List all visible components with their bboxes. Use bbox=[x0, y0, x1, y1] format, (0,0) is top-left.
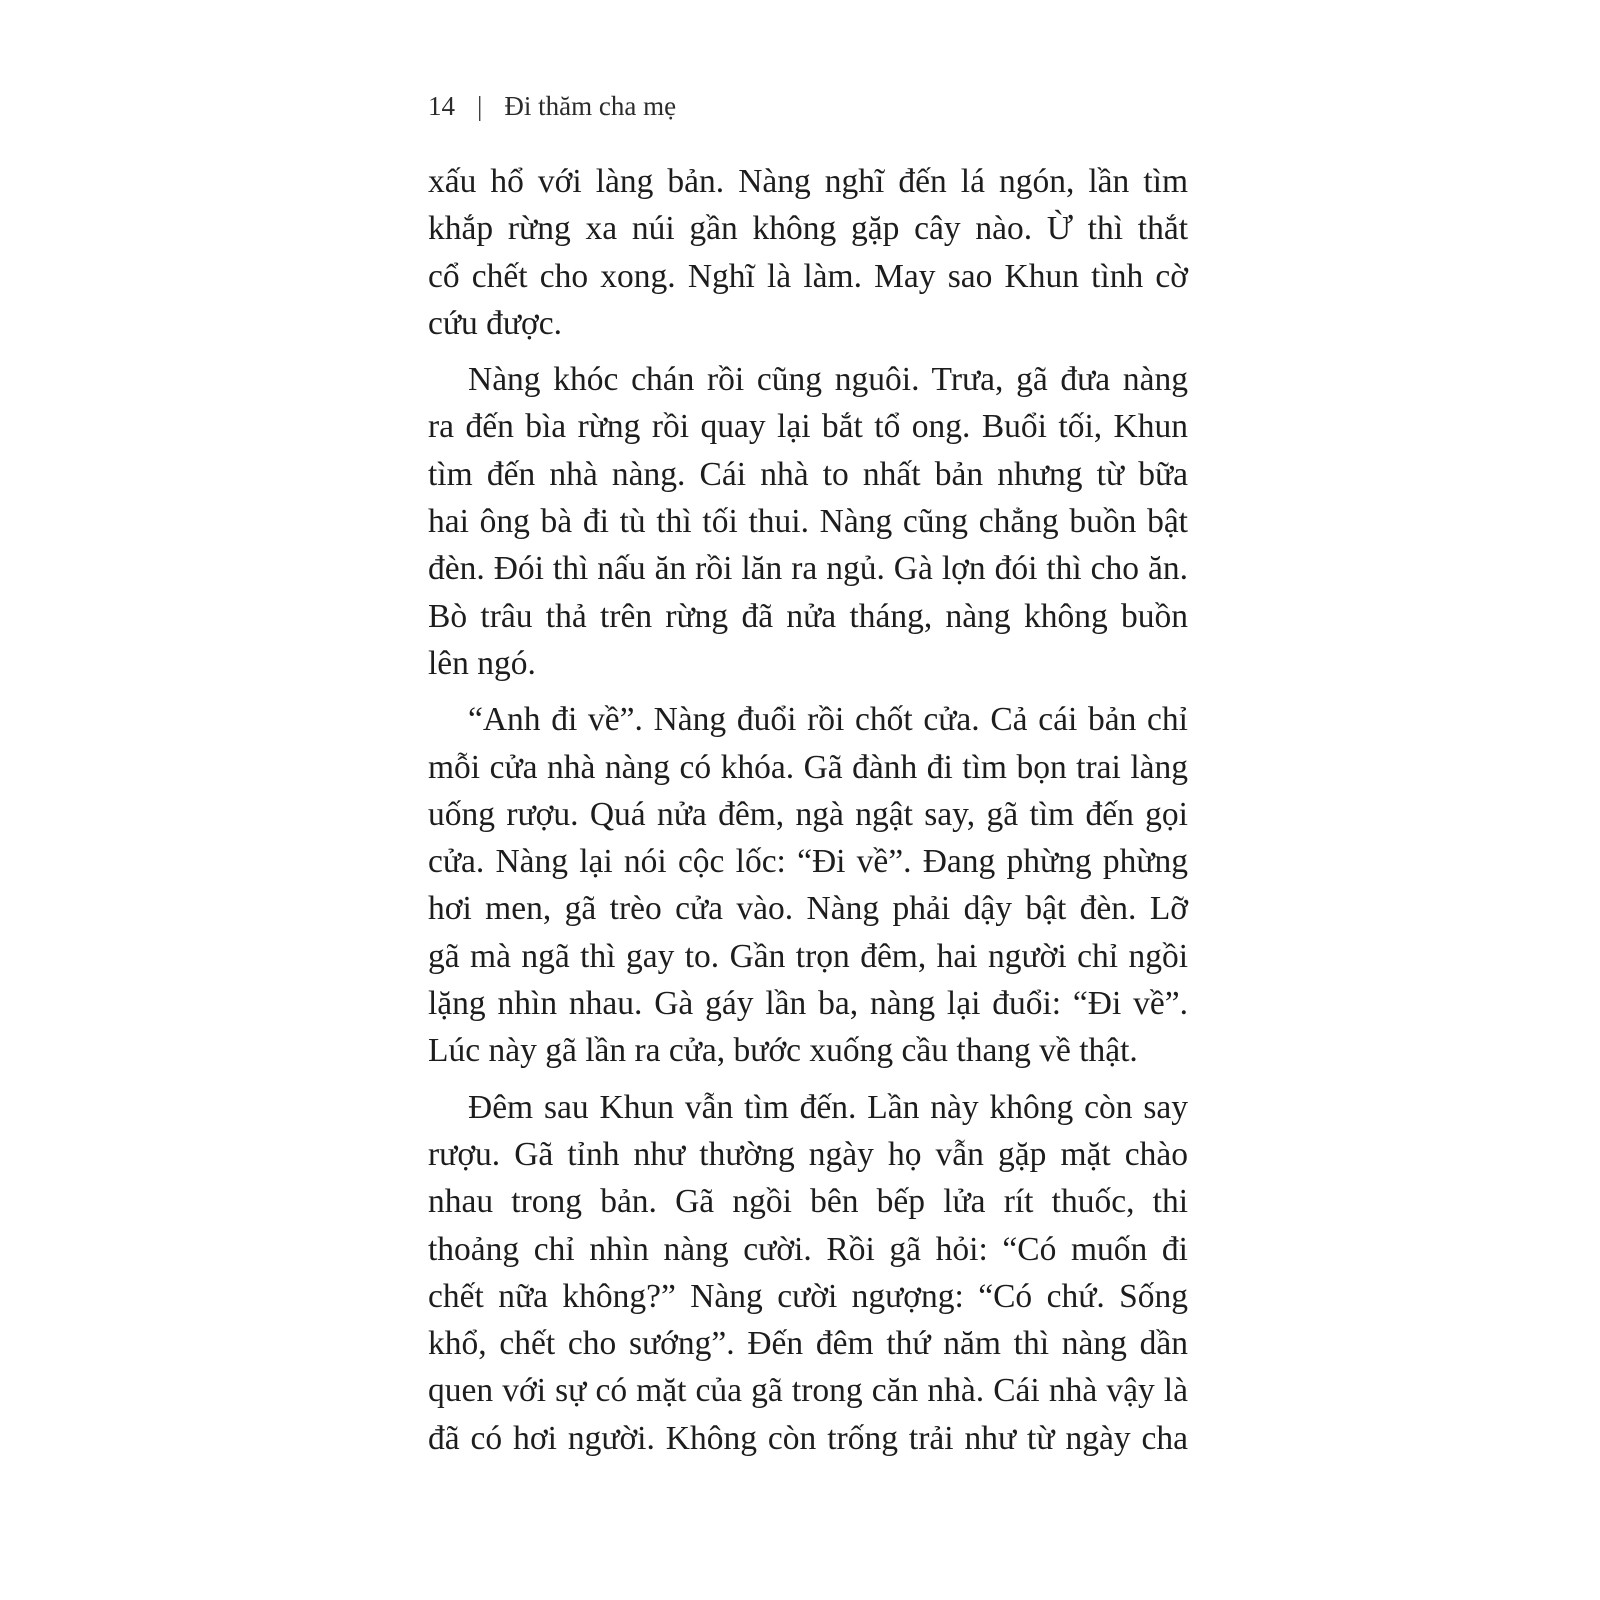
text-line: Nàng khóc chán rồi cũng nguôi. Trưa, gã đưa nàng bbox=[468, 361, 1188, 399]
chapter-title: Đi thăm cha mẹ bbox=[504, 91, 677, 121]
text-line: Lúc này gã lần ra cửa, bước xuống cầu thang về thật. bbox=[428, 1032, 1138, 1070]
text-line: Bò trâu thả trên rừng đã nửa tháng, nàng không buồn bbox=[428, 597, 1188, 635]
paragraph-4 bbox=[428, 1084, 1188, 1462]
text-line: nhau trong bản. Gã ngồi bên bếp lửa rít thuốc, thi bbox=[428, 1183, 1188, 1221]
text-line: khổ, chết cho sướng”. Đến đêm thứ năm thì nàng dần bbox=[428, 1325, 1188, 1363]
text-line: cứu được. bbox=[428, 304, 563, 342]
text-line: tìm đến nhà nàng. Cái nhà to nhất bản nhưng từ bữa bbox=[428, 455, 1188, 493]
text-line: thoảng chỉ nhìn nàng cười. Rồi gã hỏi: “Có muốn đi bbox=[428, 1230, 1188, 1268]
text-line: Đêm sau Khun vẫn tìm đến. Lần này không còn say bbox=[468, 1088, 1188, 1126]
paragraph-2 bbox=[428, 356, 1188, 687]
text-line: đã có hơi người. Không còn trống trải như từ ngày cha bbox=[428, 1419, 1188, 1457]
paragraph-1 bbox=[428, 158, 1188, 347]
paragraph-3 bbox=[428, 696, 1188, 1074]
text-line: xấu hổ với làng bản. Nàng nghĩ đến lá ngón, lần tìm bbox=[428, 163, 1188, 200]
text-line: lặng nhìn nhau. Gà gáy lần ba, nàng lại đuổi: “Đi về”. bbox=[428, 985, 1188, 1023]
text-line: mỗi cửa nhà nàng có khóa. Gã đành đi tìm bọn trai làng bbox=[428, 748, 1188, 786]
text-line: “Anh đi về”. Nàng đuổi rồi chốt cửa. Cả cái bản chỉ bbox=[468, 701, 1188, 739]
text-line: hai ông bà đi tù thì tối thui. Nàng cũng chẳng buồn bật bbox=[428, 503, 1188, 541]
page-number: 14 bbox=[428, 91, 455, 121]
text-line: quen với sự có mặt của gã trong căn nhà. Cái nhà vậy là bbox=[428, 1372, 1188, 1410]
text-line: cửa. Nàng lại nói cộc lốc: “Đi về”. Đang phừng phừng bbox=[428, 843, 1188, 881]
text-line: rượu. Gã tỉnh như thường ngày họ vẫn gặp mặt chào bbox=[428, 1135, 1188, 1173]
text-line: chết nữa không?” Nàng cười ngượng: “Có chứ. Sống bbox=[428, 1277, 1188, 1315]
text-line: đèn. Đói thì nấu ăn rồi lăn ra ngủ. Gà lợn đói thì cho ăn. bbox=[428, 550, 1188, 588]
text-line: lên ngó. bbox=[428, 644, 536, 682]
running-head bbox=[428, 86, 676, 126]
text-line: uống rượu. Quá nửa đêm, ngà ngật say, gã tìm đến gọi bbox=[428, 795, 1188, 833]
text-line: ra đến bìa rừng rồi quay lại bắt tổ ong. Buổi tối, Khun bbox=[428, 408, 1188, 446]
text-line: cổ chết cho xong. Nghĩ là làm. May sao Khun tình cờ bbox=[428, 257, 1188, 295]
text-line: gã mà ngã thì gay to. Gần trọn đêm, hai người chỉ ngồi bbox=[428, 937, 1188, 975]
text-line: hơi men, gã trèo cửa vào. Nàng phải dậy bật đèn. Lỡ bbox=[428, 890, 1188, 928]
header-separator: | bbox=[477, 91, 483, 121]
text-line: khắp rừng xa núi gần không gặp cây nào. Ừ thì thắt bbox=[428, 210, 1188, 248]
body-text bbox=[428, 158, 1188, 1471]
